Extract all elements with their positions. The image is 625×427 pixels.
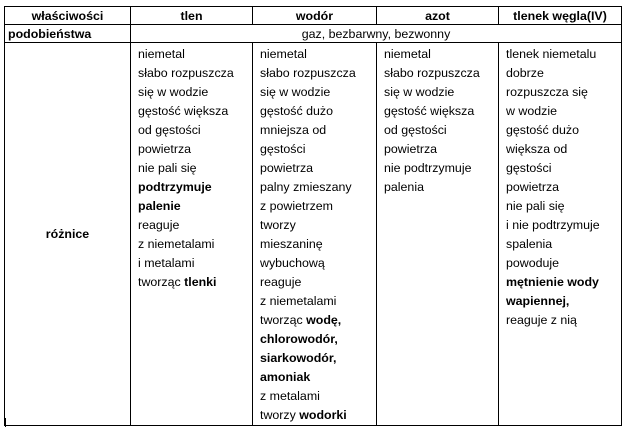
cell-azot — [377, 43, 499, 426]
text-line: powietrza — [506, 180, 560, 194]
header-wlasciwosci: właściwości — [5, 7, 131, 25]
text-line: od gęstości — [384, 123, 447, 137]
text-line: nie pali się — [138, 161, 197, 175]
text-line-bold: amoniak — [260, 370, 311, 384]
text-line: nie pali się — [506, 199, 565, 213]
text-line-bold: palenie — [138, 199, 181, 213]
text-line: gęstość większa — [138, 104, 229, 118]
text-fragment-bold: wodę, — [306, 313, 342, 327]
cell-tlen — [131, 43, 253, 426]
text-line: palny zmieszany — [260, 180, 352, 194]
text-line: tlenek niemetalu — [506, 47, 597, 61]
header-tlenek-wegla: tlenek węgla(IV) — [499, 7, 622, 25]
text-line-bold: wapiennej, — [506, 294, 570, 308]
text-line: z metalami — [260, 389, 320, 403]
text-line: gęstości — [260, 142, 306, 156]
text-line: i metalami — [138, 256, 195, 270]
text-line: w wodzie — [506, 104, 557, 118]
text-line: nie podtrzymuje — [384, 161, 472, 175]
text-line: reaguje — [260, 275, 302, 289]
text-line: się w wodzie — [138, 85, 209, 99]
text-line: niemetal — [384, 47, 431, 61]
text-line: dobrze — [506, 66, 544, 80]
text-line: słabo rozpuszcza — [138, 66, 234, 80]
text-line: gęstość dużo — [260, 104, 334, 118]
text-line: rozpuszcza się — [506, 85, 588, 99]
text-fragment-bold: tlenki — [184, 275, 217, 289]
text-line: reaguje — [138, 218, 180, 232]
text-line: gęstość dużo — [506, 123, 580, 137]
gas-properties-table — [4, 6, 622, 426]
cell-tlenek-wegla — [499, 43, 622, 426]
text-line — [260, 406, 373, 425]
text-line: z powietrzem — [260, 199, 333, 213]
header-azot: azot — [377, 7, 499, 25]
differences-row — [5, 43, 622, 426]
text-line: od gęstości — [138, 123, 201, 137]
text-line: reaguje z nią — [506, 313, 577, 327]
text-line: mieszaninę — [260, 237, 323, 251]
text-fragment: tworząc — [260, 313, 307, 327]
text-line: niemetal — [138, 47, 185, 61]
text-line: gęstość większa — [384, 104, 475, 118]
text-line — [260, 311, 373, 330]
text-line: słabo rozpuszcza — [384, 66, 480, 80]
text-fragment-bold: wodorki — [299, 408, 347, 422]
text-line: wybuchową — [260, 256, 325, 270]
text-fragment: tworząc — [138, 275, 185, 289]
text-line: z niemetalami — [138, 237, 215, 251]
header-row — [5, 7, 622, 25]
text-line: powietrza — [260, 161, 314, 175]
text-line: powoduje — [506, 256, 560, 270]
text-line: z niemetalami — [260, 294, 337, 308]
differences-label: różnice — [5, 43, 131, 426]
header-tlen: tlen — [131, 7, 253, 25]
cell-wodor — [253, 43, 377, 426]
text-line: powietrza — [384, 142, 438, 156]
header-wodor: wodór — [253, 7, 377, 25]
text-line: powietrza — [138, 142, 192, 156]
text-line: się w wodzie — [260, 85, 331, 99]
text-line: mniejsza od — [260, 123, 327, 137]
similarities-label: podobieństwa — [5, 25, 131, 43]
text-line-bold: podtrzymuje — [138, 180, 212, 194]
text-fragment: tworzy — [260, 408, 300, 422]
text-line-bold: mętnienie wody — [506, 275, 599, 289]
text-line: słabo rozpuszcza — [260, 66, 356, 80]
similarities-row — [5, 25, 622, 43]
text-line — [138, 273, 249, 292]
text-cursor — [5, 418, 6, 427]
text-line: się w wodzie — [384, 85, 455, 99]
text-line: większa od — [506, 142, 568, 156]
text-line: tworzy — [260, 218, 296, 232]
text-line: niemetal — [260, 47, 307, 61]
similarities-value: gaz, bezbarwny, bezwonny — [131, 25, 622, 43]
text-line: palenia — [384, 180, 424, 194]
text-line-bold: siarkowodór, — [260, 351, 337, 365]
text-line: spalenia — [506, 237, 553, 251]
text-line-bold: chlorowodór, — [260, 332, 338, 346]
text-line: i nie podtrzymuje — [506, 218, 600, 232]
text-line: gęstości — [506, 161, 552, 175]
